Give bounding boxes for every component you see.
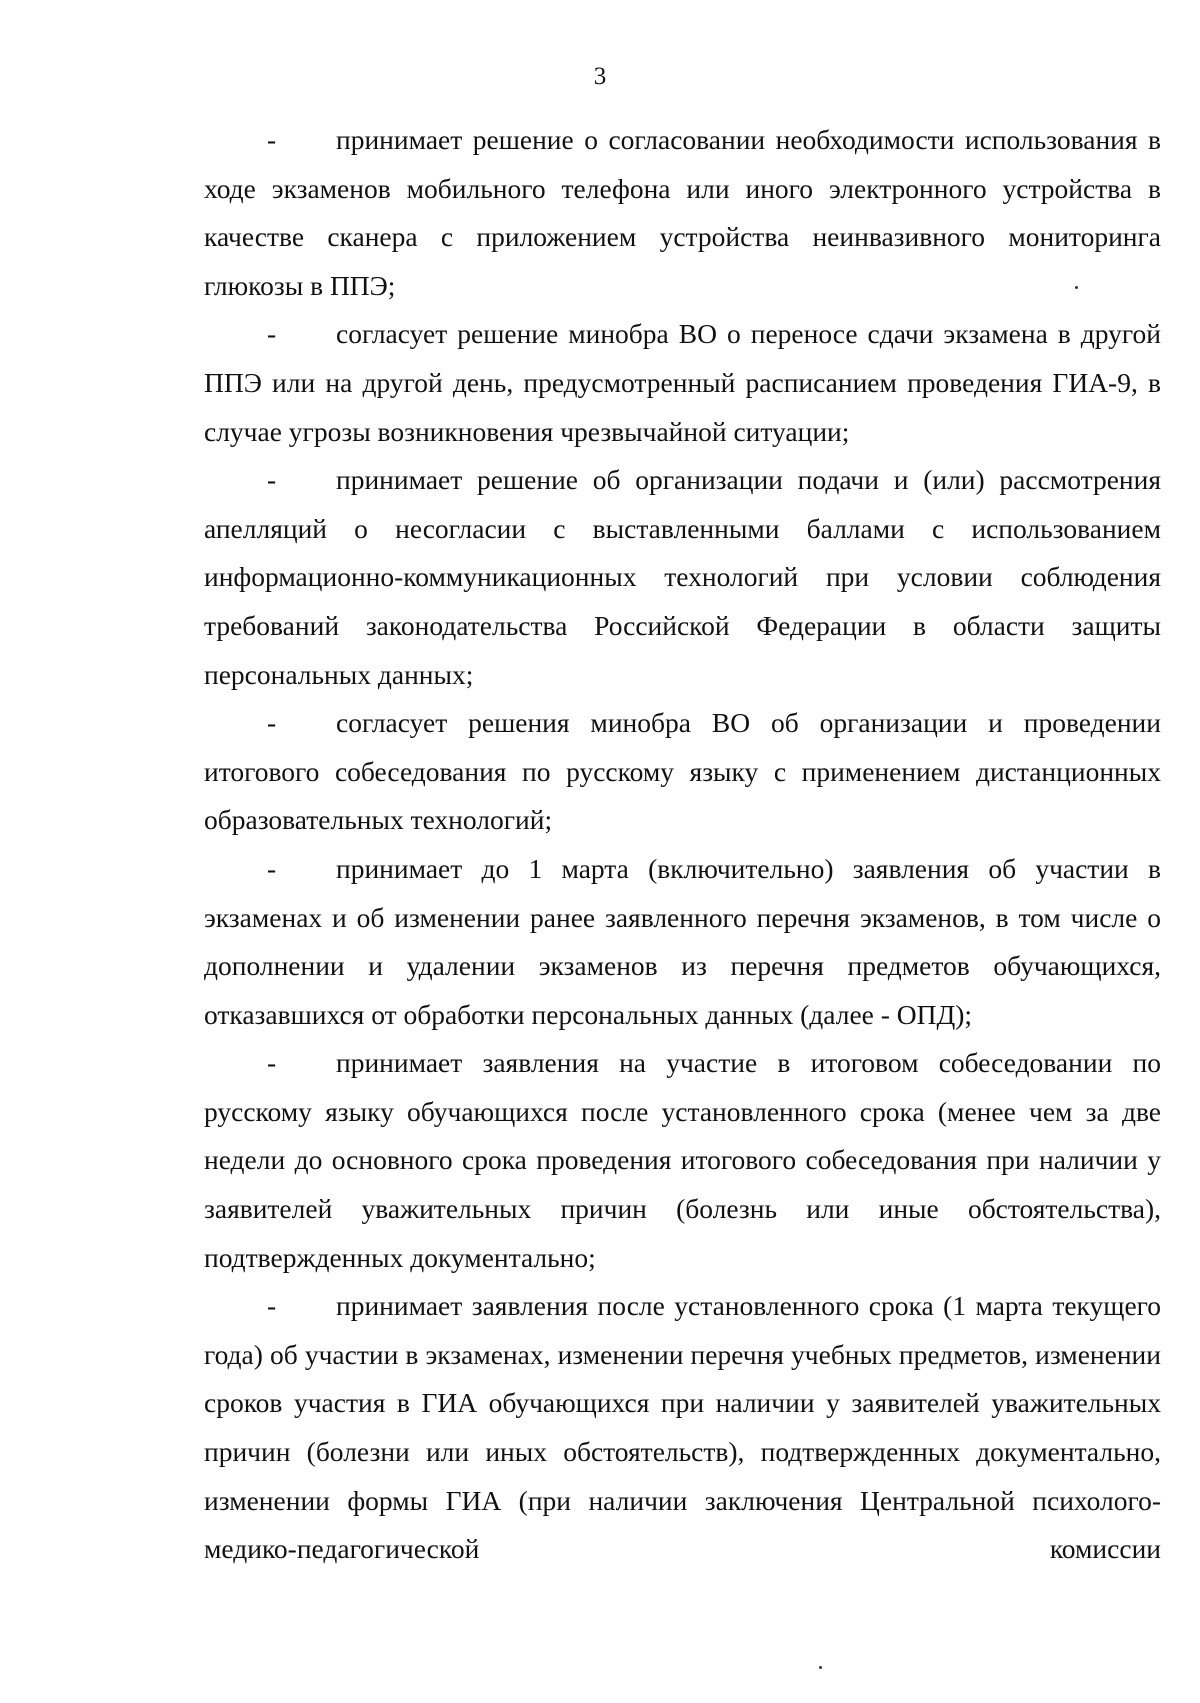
scan-speck bbox=[1075, 286, 1078, 289]
list-item-text: принимает решение о согласовании необходимости использования в ходе экзаменов мобильного телефона или иного электронного устройства в качестве сканера с приложением устройства неинвазивного мониторинга глюкозы в ППЭ; bbox=[204, 124, 1161, 301]
list-item bbox=[204, 845, 1161, 1039]
list-dash: - bbox=[267, 464, 277, 496]
list-item-text: принимает решение об организации подачи и (или) рассмотрения апелляций о несогласии с выставленными баллами с использованием информационно-коммуникационных технологий при условии соблюдения требований законодательства Российской Федерации в области защиты персональных данных; bbox=[204, 464, 1161, 690]
list-item-text: принимает заявления на участие в итоговом собеседовании по русскому языку обучающихся после установленного срока (менее чем за две недели до основного срока проведения итогового собеседования при наличии у заявителей уважительных причин (болезнь или иные обстоятельства), подтвержденных документально; bbox=[204, 1047, 1161, 1273]
list-item-text: согласует решения минобра ВО об организации и проведении итогового собеседования по русскому языку с применением дистанционных образовательных технологий; bbox=[204, 707, 1161, 836]
scan-speck bbox=[819, 1666, 822, 1669]
list-item bbox=[204, 310, 1161, 456]
list-item-text: принимает заявления после установленного срока (1 марта текущего года) об участии в экзаменах, изменении перечня учебных предметов, изменении сроков участия в ГИА обучающихся при наличии у заявителей уважительных причин (болезни или иных обстоятельств), подтвержденных документально, изменении формы ГИА (при наличии заключения Центральной психолого-медико-педагогической комиссии bbox=[204, 1290, 1161, 1565]
list-item bbox=[204, 1282, 1161, 1574]
page-number: 3 bbox=[593, 63, 607, 90]
list-dash: - bbox=[267, 852, 277, 884]
list-dash: - bbox=[267, 318, 277, 350]
list-item bbox=[204, 116, 1161, 310]
list-item bbox=[204, 1039, 1161, 1282]
list-item bbox=[204, 456, 1161, 699]
list-dash: - bbox=[267, 124, 277, 155]
list-dash: - bbox=[267, 1047, 277, 1079]
list-item-text: принимает до 1 марта (включительно) заявления об участии в экзаменах и об изменении ранее заявленного перечня экзаменов, в том числе о дополнении и удалении экзаменов из перечня предметов обучающихся, отказавшихся от обработки персональных данных (далее - ОПД); bbox=[204, 852, 1161, 1030]
list-dash: - bbox=[267, 1290, 277, 1322]
list-item bbox=[204, 699, 1161, 845]
document-body bbox=[204, 116, 1161, 1574]
list-item-text: согласует решение минобра ВО о переносе сдачи экзамена в другой ППЭ или на другой день, предусмотренный расписанием проведения ГИА-9, в случае угрозы возникновения чрезвычайной ситуации; bbox=[204, 318, 1161, 447]
list-dash: - bbox=[267, 707, 277, 739]
